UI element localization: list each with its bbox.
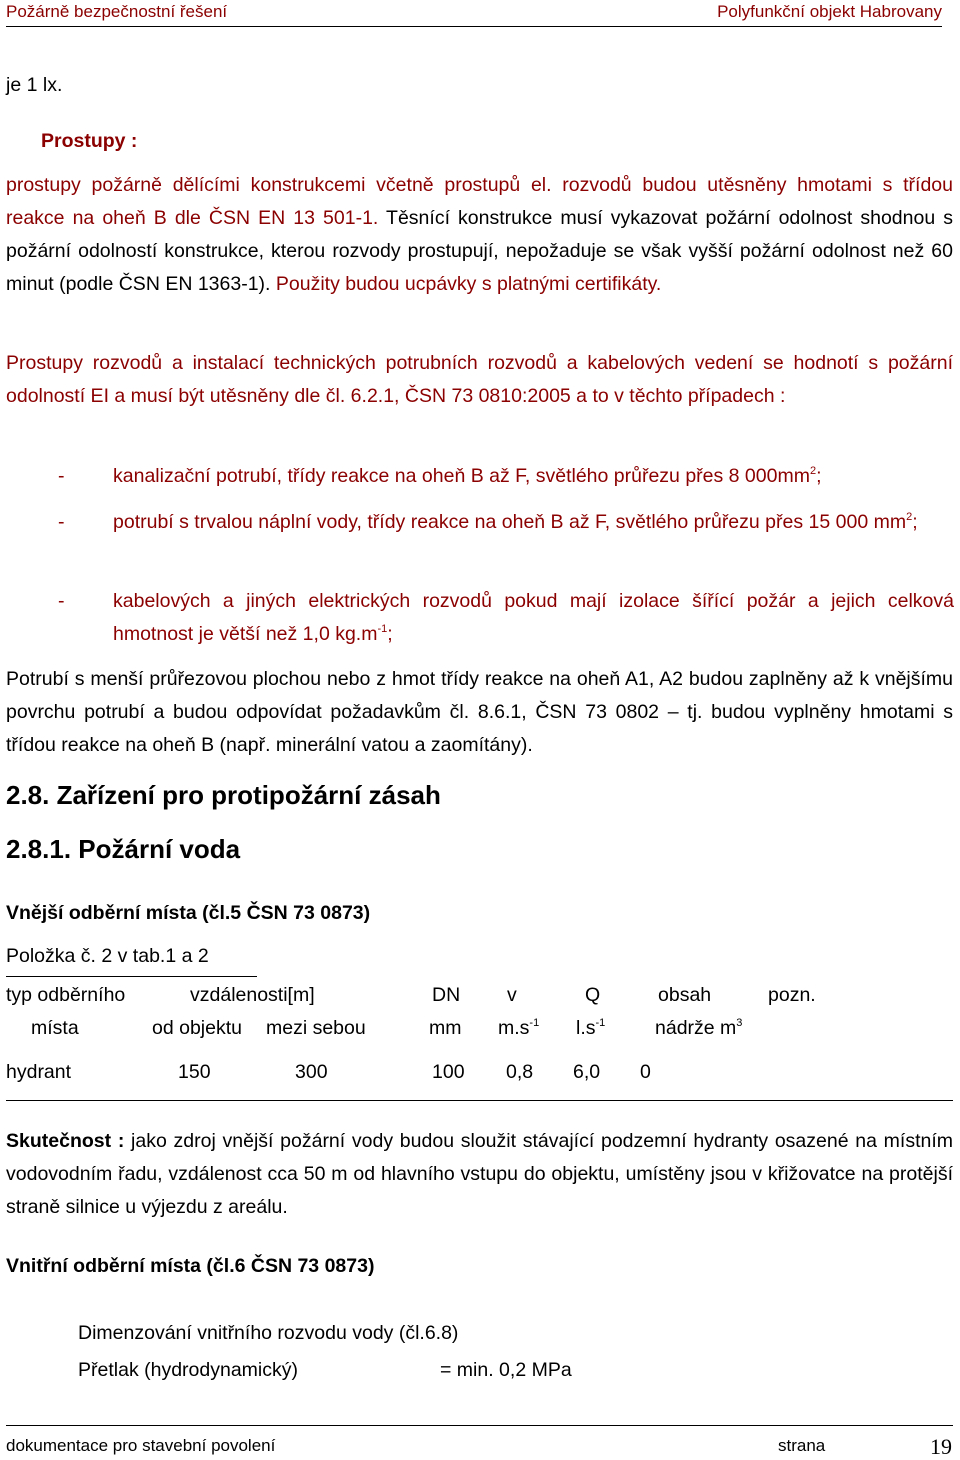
prostupy-paragraph-2: Prostupy rozvodů a instalací technických potrubních rozvodů a kabelových vedení se hodnotí s požární odolností EI a musí být utěsněny dle čl. 6.2.1, ČSN 73 0810:2005 a to v těchto případech : [6,352,953,407]
internal-line-2-value: = min. 0,2 MPa [440,1359,572,1381]
td-between: 300 [295,1061,328,1083]
list-item-1-tail: ; [816,465,822,487]
th2-ls [576,1017,605,1039]
th-dn: DN [432,984,461,1006]
th2-mm: mm [429,1017,462,1039]
footer-left: dokumentace pro stavební povolení [6,1436,276,1455]
external-item-ref: Položka č. 2 v tab.1 a 2 [6,945,209,967]
prostupy-heading: Prostupy : [41,130,138,152]
th-distance: vzdálenosti[m] [190,984,315,1006]
header-left: Požárně bezpečnostní řešení [6,2,228,21]
intro-line: je 1 lx. [6,74,63,96]
internal-line-2-label: Přetlak (hydrodynamický) [78,1359,298,1381]
para1-red: prostupy požárně dělícími konstrukcemi včetně prostupů el. rozvodů budou utěsněny hmotami s třídou reakce na oheň B dle ČSN EN 13 501-1. [6,174,953,229]
reality-paragraph [6,1125,953,1224]
th2-ms-sup: -1 [529,1017,540,1029]
td-type: hydrant [6,1061,72,1083]
footer-rule [6,1425,953,1426]
td-volume: 0 [640,1061,651,1083]
th2-ls-text: l.s [576,1017,596,1039]
list-item-3-tail: ; [387,623,393,645]
list-dash-2: - [58,511,65,533]
list-item-3 [113,585,954,651]
th-note: pozn. [768,984,816,1006]
list-item-1 [113,460,954,493]
list-item-3-sup: -1 [377,623,388,635]
para1-black: Těsnící konstrukce musí vykazovat požární odolnost shodnou s požární odolností konstrukce, kterou rozvody prostupují, nepožaduje se však vyšší požární odolnost než 60 minut (podle ČSN EN 1363-1). [6,207,953,295]
td-v: 0,8 [506,1061,534,1083]
section-2-8-1-heading: 2.8.1. Požární voda [6,834,241,864]
list-item-2 [113,506,954,539]
list-item-2-tail: ; [912,511,918,533]
list-item-2-sup: 2 [906,511,913,523]
th2-tank-text: nádrže m [655,1017,737,1039]
internal-line-1: Dimenzování vnitřního rozvodu vody (čl.6.8) [78,1322,459,1344]
prostupy-paragraph-3: Potrubí s menší průřezovou plochou nebo z hmot třídy reakce na oheň A1, A2 budou zaplněny až k vnějšímu povrchu potrubí a budou odpovídat požadavkům čl. 8.6.1, ČSN 73 0802 – tj. budou vyplněny hmotami s třídou reakce na oheň B (např. minerální vatou a zaomítány). [6,668,953,756]
table-bottom-rule [6,1100,953,1101]
footer-page-number: 19 [930,1434,952,1459]
th-type: typ odběrního [6,984,126,1006]
para1-red-end: Použity budou ucpávky s platnými certifikáty. [270,273,662,295]
th2-tank-sup: 3 [736,1017,743,1029]
th2-ms-text: m.s [498,1017,530,1039]
list-dash-1: - [58,465,65,487]
header-right: Polyfunkční objekt Habrovany [717,2,942,21]
prostupy-paragraph-1 [6,169,953,301]
th-q: Q [585,984,601,1006]
th2-tank [655,1017,742,1039]
section-2-8-heading: 2.8. Zařízení pro protipožární zásah [6,780,441,810]
reality-text: jako zdroj vnější požární vody budou sloužit stávající podzemní hydranty osazené na místním vodovodním řadu, vzdálenost cca 50 m od hlavního vstupu do objektu, umístěny jsou v křižovatce na protější straně silnice u výjezdu z areálu. [6,1130,953,1218]
list-dash-3: - [58,590,65,612]
list-item-1-text: kanalizační potrubí, třídy reakce na oheň B až F, světlého průřezu přes 8 000mm [113,465,810,487]
th-v: v [507,984,517,1006]
external-heading: Vnější odběrní místa (čl.5 ČSN 73 0873) [6,902,371,924]
footer-label: strana [778,1436,826,1455]
th2-from-object: od objektu [152,1017,242,1039]
item-ref-underline [6,976,257,977]
list-item-1-sup: 2 [809,465,817,477]
page-header [6,0,942,27]
td-from-object: 150 [178,1061,211,1083]
list-item-3-text: kabelových a jiných elektrických rozvodů pokud mají izolace šířící požár a jejich celková hmotnost je větší než 1,0 kg.m [113,590,954,645]
th2-ms [498,1017,539,1039]
internal-heading: Vnitřní odběrní místa (čl.6 ČSN 73 0873) [6,1255,375,1277]
th2-ls-sup: -1 [595,1017,606,1029]
th2-between: mezi sebou [266,1017,366,1039]
th2-place: místa [31,1017,79,1039]
list-item-2-text: potrubí s trvalou náplní vody, třídy reakce na oheň B až F, světlého průřezu přes 15 000 mm [113,511,907,533]
reality-label: Skutečnost : [6,1130,125,1152]
td-q: 6,0 [573,1061,601,1083]
th-volume: obsah [658,984,712,1006]
td-dn: 100 [432,1061,465,1083]
